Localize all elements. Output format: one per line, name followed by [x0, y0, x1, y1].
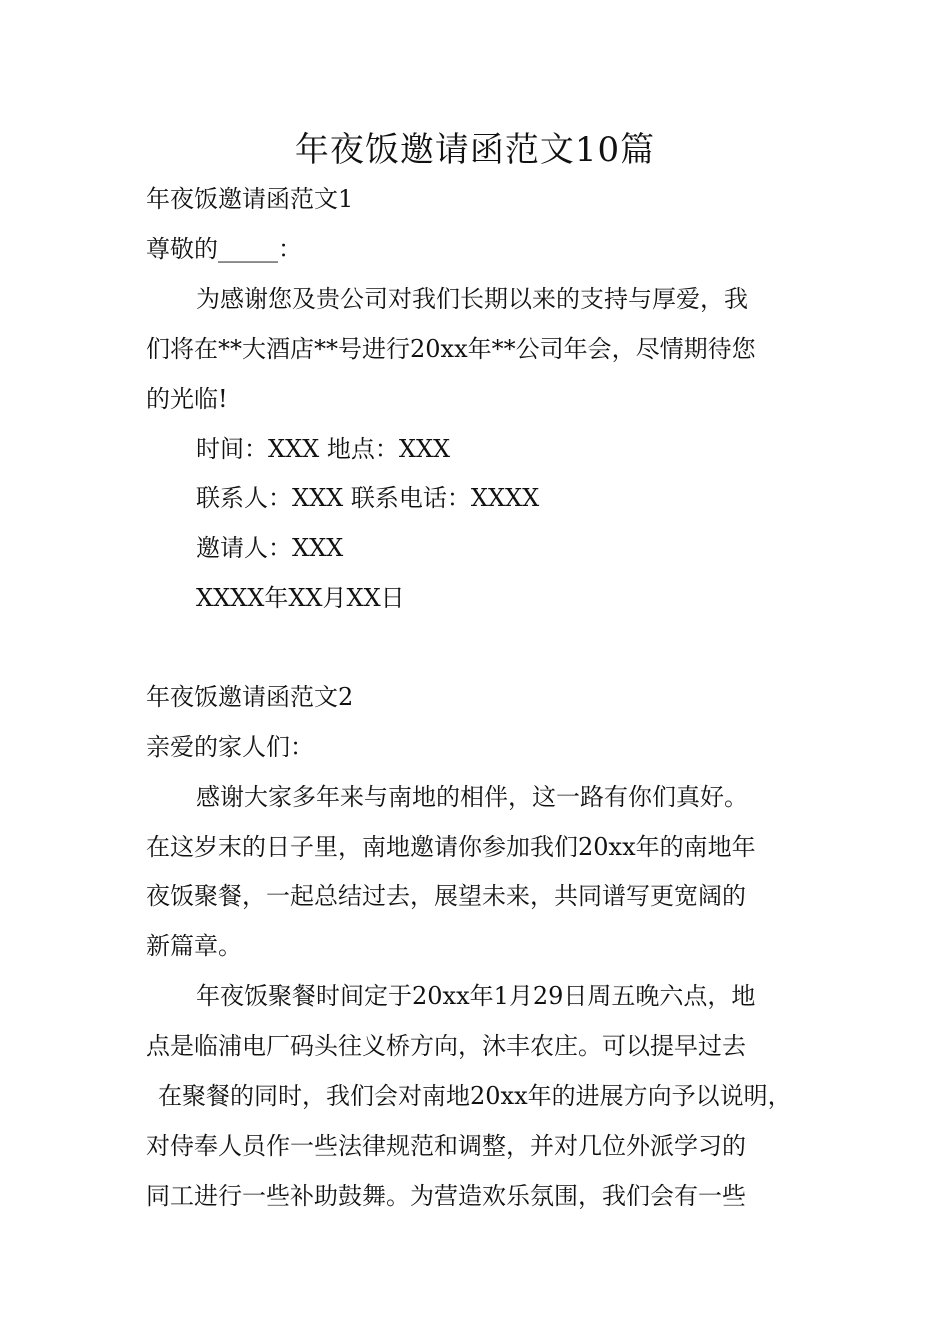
section1-inviter: 邀请人：XXX: [196, 534, 344, 562]
section2-paragraph-line: 在这岁末的日子里，南地邀请你参加我们20xx年的南地年: [146, 833, 756, 861]
section2-salutation: 亲爱的家人们：: [146, 733, 314, 761]
section2-paragraph-line: 夜饭聚餐，一起总结过去，展望未来，共同谱写更宽阔的: [146, 882, 746, 910]
section1-paragraph-line: 为感谢您及贵公司对我们长期以来的支持与厚爱，我: [196, 285, 748, 313]
section2-paragraph-line: 在聚餐的同时，我们会对南地20xx年的进展方向予以说明，: [158, 1082, 792, 1110]
section1-paragraph-line: 们将在**大酒店**号进行20xx年**公司年会，尽情期待您: [146, 335, 756, 363]
document-title: 年夜饭邀请函范文10篇: [294, 130, 656, 170]
section2-paragraph-line: 新篇章。: [146, 932, 242, 960]
section2-paragraph-line: 点是临浦电厂码头往义桥方向，沐丰农庄。可以提早过去: [146, 1032, 746, 1060]
section2-paragraph-line: 同工进行一些补助鼓舞。为营造欢乐氛围，我们会有一些: [146, 1182, 746, 1210]
section2-paragraph-line: 年夜饭聚餐时间定于20xx年1月29日周五晚六点，地: [196, 982, 756, 1010]
section1-salutation: 尊敬的_____：: [146, 235, 302, 263]
section1-contact: 联系人：XXX 联系电话：XXXX: [196, 484, 540, 512]
section1-paragraph-line: 的光临!: [146, 385, 228, 413]
section2-paragraph-line: 感谢大家多年来与南地的相伴，这一路有你们真好。: [196, 783, 748, 811]
section1-date: XXXX年XX月XX日: [196, 584, 405, 612]
section2-paragraph-line: 对侍奉人员作一些法律规范和调整，并对几位外派学习的: [146, 1132, 746, 1160]
section1-time-place: 时间：XXX 地点：XXX: [196, 435, 451, 463]
section1-heading: 年夜饭邀请函范文1: [146, 185, 354, 213]
section2-heading: 年夜饭邀请函范文2: [146, 683, 354, 711]
